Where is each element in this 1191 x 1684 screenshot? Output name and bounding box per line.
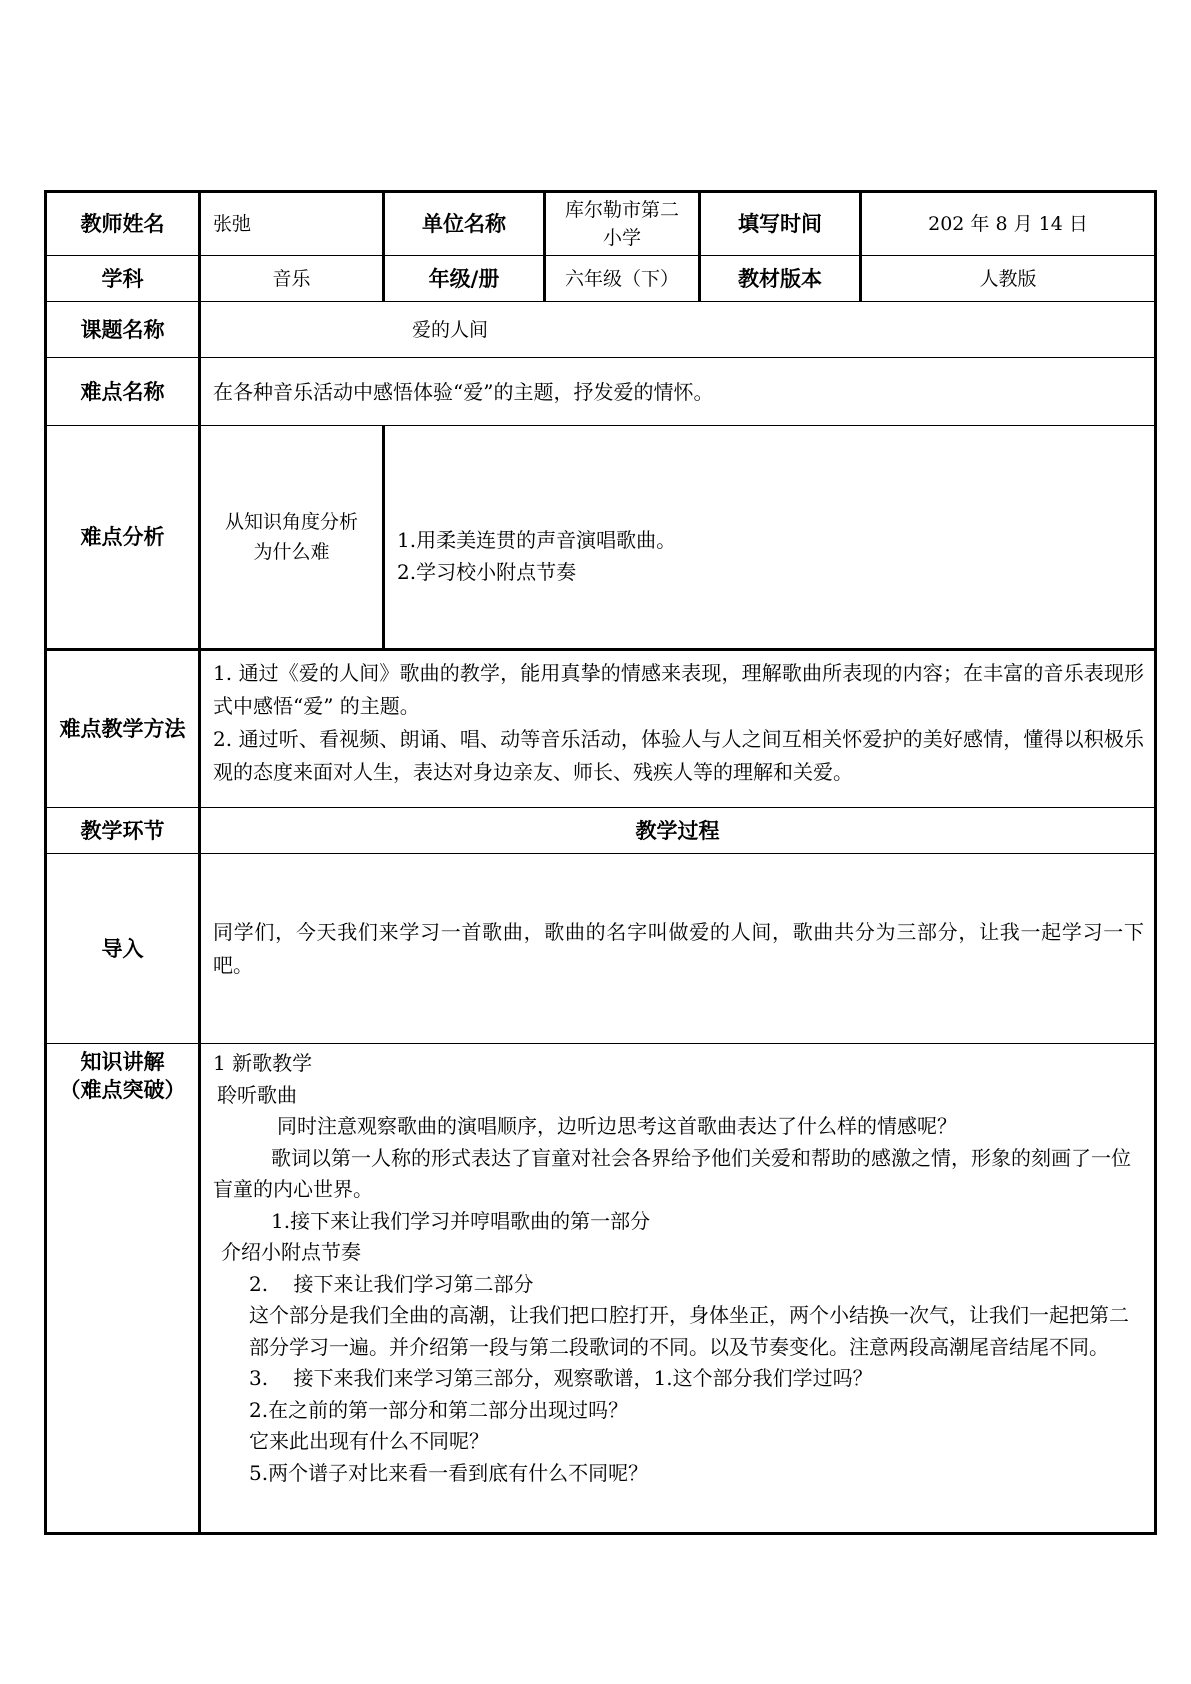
knowledge-label-line-2: （难点突破）: [59, 1078, 186, 1102]
knowledge-line-8: 这个部分是我们全曲的高潮，让我们把口腔打开，身体坐正，两个小结换一次气，让我们一起把第二部分学习一遍。并介绍第一段与第二段歌词的不同。以及节奏变化。注意两段高潮尾音结尾不同。: [249, 1303, 1129, 1359]
process-right-header: 教学过程: [200, 808, 1156, 854]
intro-row: [46, 854, 1156, 1044]
knowledge-row: [46, 1044, 1156, 1534]
difficulty-value: 在各种音乐活动中感悟体验“爱”的主题，抒发爱的情怀。: [200, 358, 1156, 426]
difficulty-row: [46, 358, 1156, 426]
intro-text: 同学们，今天我们来学习一首歌曲，歌曲的名字叫做爱的人间，歌曲共分为三部分，让我一起学习一下吧。: [213, 919, 1144, 977]
analysis-row: [46, 426, 1156, 650]
date-value: 202 年 8 月 14 日: [861, 192, 1156, 256]
header-row-1: [46, 192, 1156, 256]
grade-value: 六年级（下）: [545, 256, 700, 302]
knowledge-label-line-1: 知识讲解: [80, 1050, 165, 1074]
knowledge-line-10: 2.在之前的第一部分和第二部分出现过吗？: [249, 1397, 629, 1422]
lesson-plan-sheet: [44, 190, 1154, 1535]
intro-content: [200, 854, 1156, 1044]
knowledge-line-2: 聆听歌曲: [217, 1082, 297, 1107]
analysis-line-2: 2.学习校小附点节奏: [397, 560, 577, 584]
knowledge-line-12: 5.两个谱子对比来看一看到底有什么不同呢？: [249, 1460, 649, 1485]
knowledge-line-3: 同时注意观察歌曲的演唱顺序，边听边思考这首歌曲表达了什么样的情感呢？: [277, 1114, 957, 1138]
subject-value: 音乐: [200, 256, 384, 302]
method-label: 难点教学方法: [46, 650, 200, 808]
unit-value: 库尔勒市第二小学: [545, 192, 700, 256]
knowledge-content: [200, 1044, 1156, 1534]
topic-value: 爱的人间: [200, 302, 1156, 358]
header-row-2: [46, 256, 1156, 302]
teacher-value: 张弛: [200, 192, 384, 256]
topic-label: 课题名称: [46, 302, 200, 358]
analysis-line-1: 1.用柔美连贯的声音演唱歌曲。: [397, 528, 677, 552]
difficulty-label: 难点名称: [46, 358, 200, 426]
method-paragraph-2: 2. 通过听、看视频、朗诵、唱、动等音乐活动，体验人与人之间互相关怀爱护的美好感情，懂得以积极乐观的态度来面对人生，表达对身边亲友、师长、残疾人等的理解和关爱。: [213, 727, 1144, 784]
knowledge-line-9: 3. 接下来我们来学习第三部分，观察歌谱，1.这个部分我们学过吗？: [249, 1366, 873, 1390]
knowledge-line-4: 歌词以第一人称的形式表达了盲童对社会各界给予他们关爱和帮助的感激之情，形象的刻画了一位盲童的内心世界。: [213, 1145, 1131, 1201]
method-paragraph-1: 1. 通过《爱的人间》歌曲的教学，能用真挚的情感来表现，理解歌曲所表现的内容；在丰富的音乐表现形式中感悟“爱” 的主题。: [213, 661, 1144, 718]
date-label: 填写时间: [700, 192, 861, 256]
method-content: [200, 650, 1156, 808]
knowledge-line-1: 1 新歌教学: [213, 1051, 313, 1075]
knowledge-label: [46, 1044, 200, 1534]
subject-label: 学科: [46, 256, 200, 302]
topic-row: [46, 302, 1156, 358]
edition-value: 人教版: [861, 256, 1156, 302]
intro-label: 导入: [46, 854, 200, 1044]
grade-label: 年级/册: [384, 256, 545, 302]
edition-label: 教材版本: [700, 256, 861, 302]
teacher-label: 教师姓名: [46, 192, 200, 256]
process-header-row: [46, 808, 1156, 854]
analysis-sub-label: 从知识角度分析为什么难: [200, 426, 384, 650]
knowledge-line-7: 2. 接下来让我们学习第二部分: [249, 1271, 534, 1296]
process-left-header: 教学环节: [46, 808, 200, 854]
lesson-plan-table: [44, 190, 1157, 1535]
analysis-content: [384, 426, 1156, 650]
analysis-label: 难点分析: [46, 426, 200, 650]
knowledge-line-6: 介绍小附点节奏: [221, 1240, 361, 1264]
knowledge-line-11: 它来此出现有什么不同呢？: [249, 1429, 489, 1453]
unit-label: 单位名称: [384, 192, 545, 256]
method-row: [46, 650, 1156, 808]
knowledge-line-5: 1.接下来让我们学习并哼唱歌曲的第一部分: [271, 1208, 651, 1233]
